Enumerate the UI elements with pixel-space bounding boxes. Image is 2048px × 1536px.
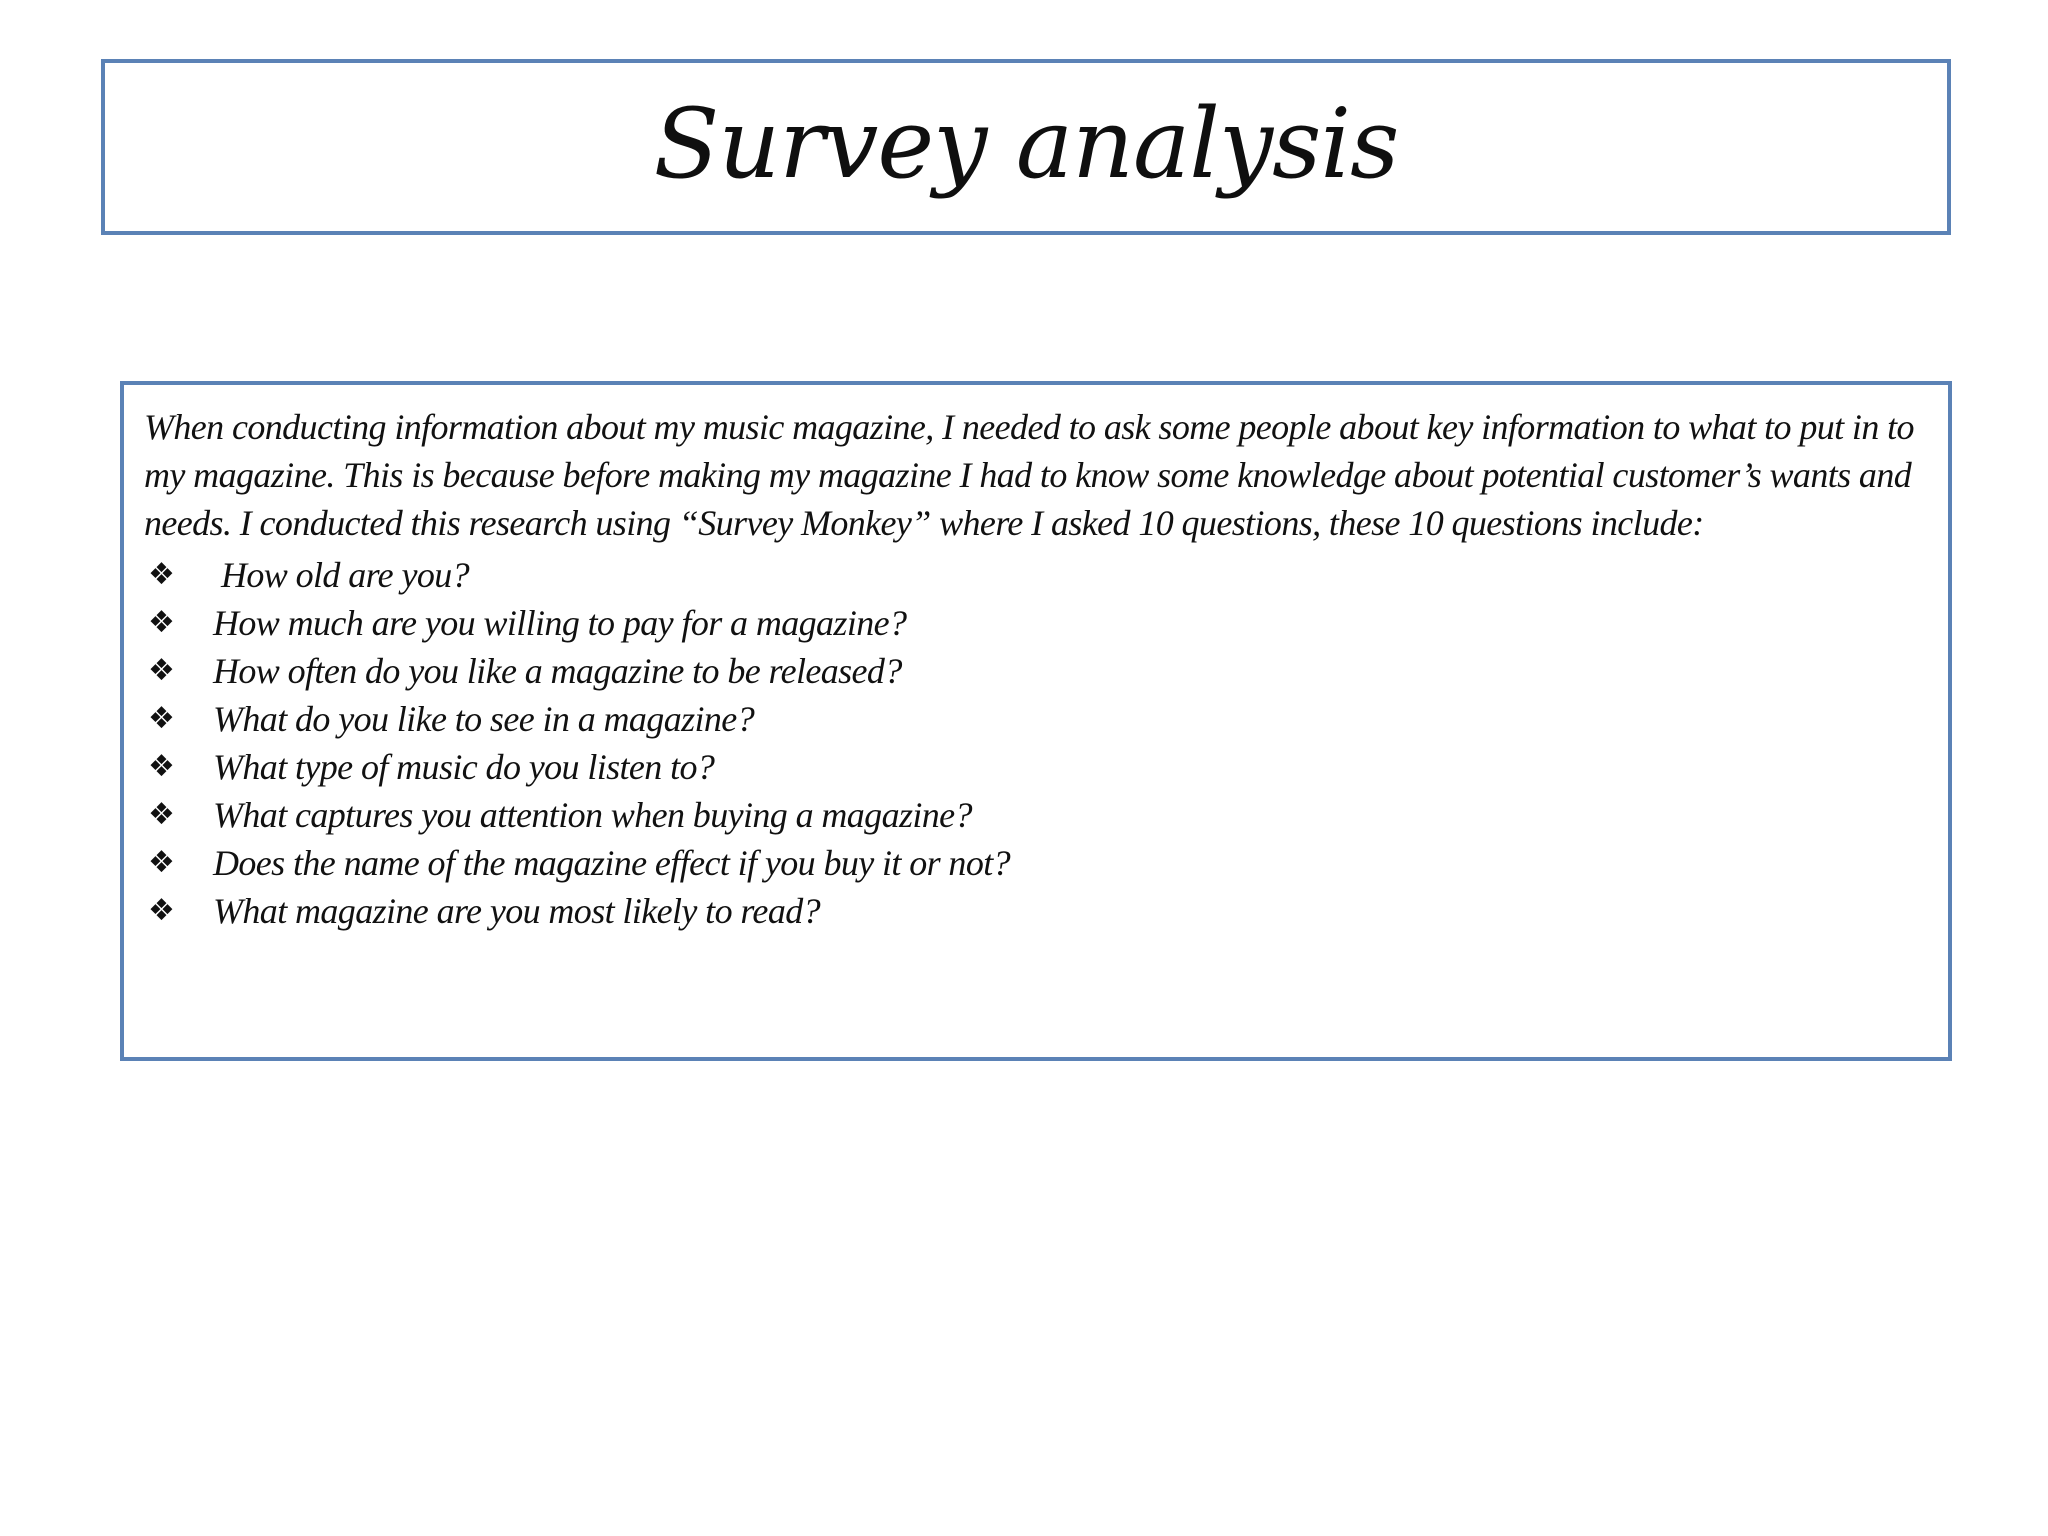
diamond-bullet-icon: ❖	[148, 845, 175, 880]
list-item	[144, 743, 1930, 791]
list-item	[144, 551, 1930, 599]
question-text: What type of music do you listen to?	[213, 747, 715, 787]
question-text: How often do you like a magazine to be released?	[213, 651, 902, 691]
diamond-bullet-icon: ❖	[148, 701, 175, 736]
question-text: What do you like to see in a magazine?	[213, 699, 755, 739]
question-list	[144, 551, 1930, 935]
slide-title: Survey analysis	[653, 88, 1399, 200]
question-text: What captures you attention when buying a magazine?	[213, 795, 972, 835]
diamond-bullet-icon: ❖	[148, 893, 175, 928]
diamond-bullet-icon: ❖	[148, 797, 175, 832]
list-item	[144, 647, 1930, 695]
list-item	[144, 695, 1930, 743]
diamond-bullet-icon: ❖	[148, 605, 175, 640]
list-item	[144, 887, 1930, 935]
list-item	[144, 839, 1930, 887]
diamond-bullet-icon: ❖	[148, 749, 175, 784]
list-item	[144, 599, 1930, 647]
question-text: Does the name of the magazine effect if you buy it or not?	[213, 843, 1011, 883]
question-text: How old are you?	[221, 555, 470, 595]
intro-paragraph: When conducting information about my music magazine, I needed to ask some people about key information to what to put in to my magazine. This is because before making my magazine I had to know some knowledge about potential customer’s wants and needs. I conducted this research using “Survey Monkey” where I asked 10 questions, these 10 questions include:	[144, 407, 1914, 543]
title-box	[101, 59, 1951, 235]
content-box	[120, 381, 1952, 1061]
question-text: How much are you willing to pay for a magazine?	[213, 603, 907, 643]
question-text: What magazine are you most likely to read?	[213, 891, 821, 931]
diamond-bullet-icon: ❖	[148, 653, 175, 688]
list-item	[144, 791, 1930, 839]
diamond-bullet-icon: ❖	[148, 557, 175, 592]
